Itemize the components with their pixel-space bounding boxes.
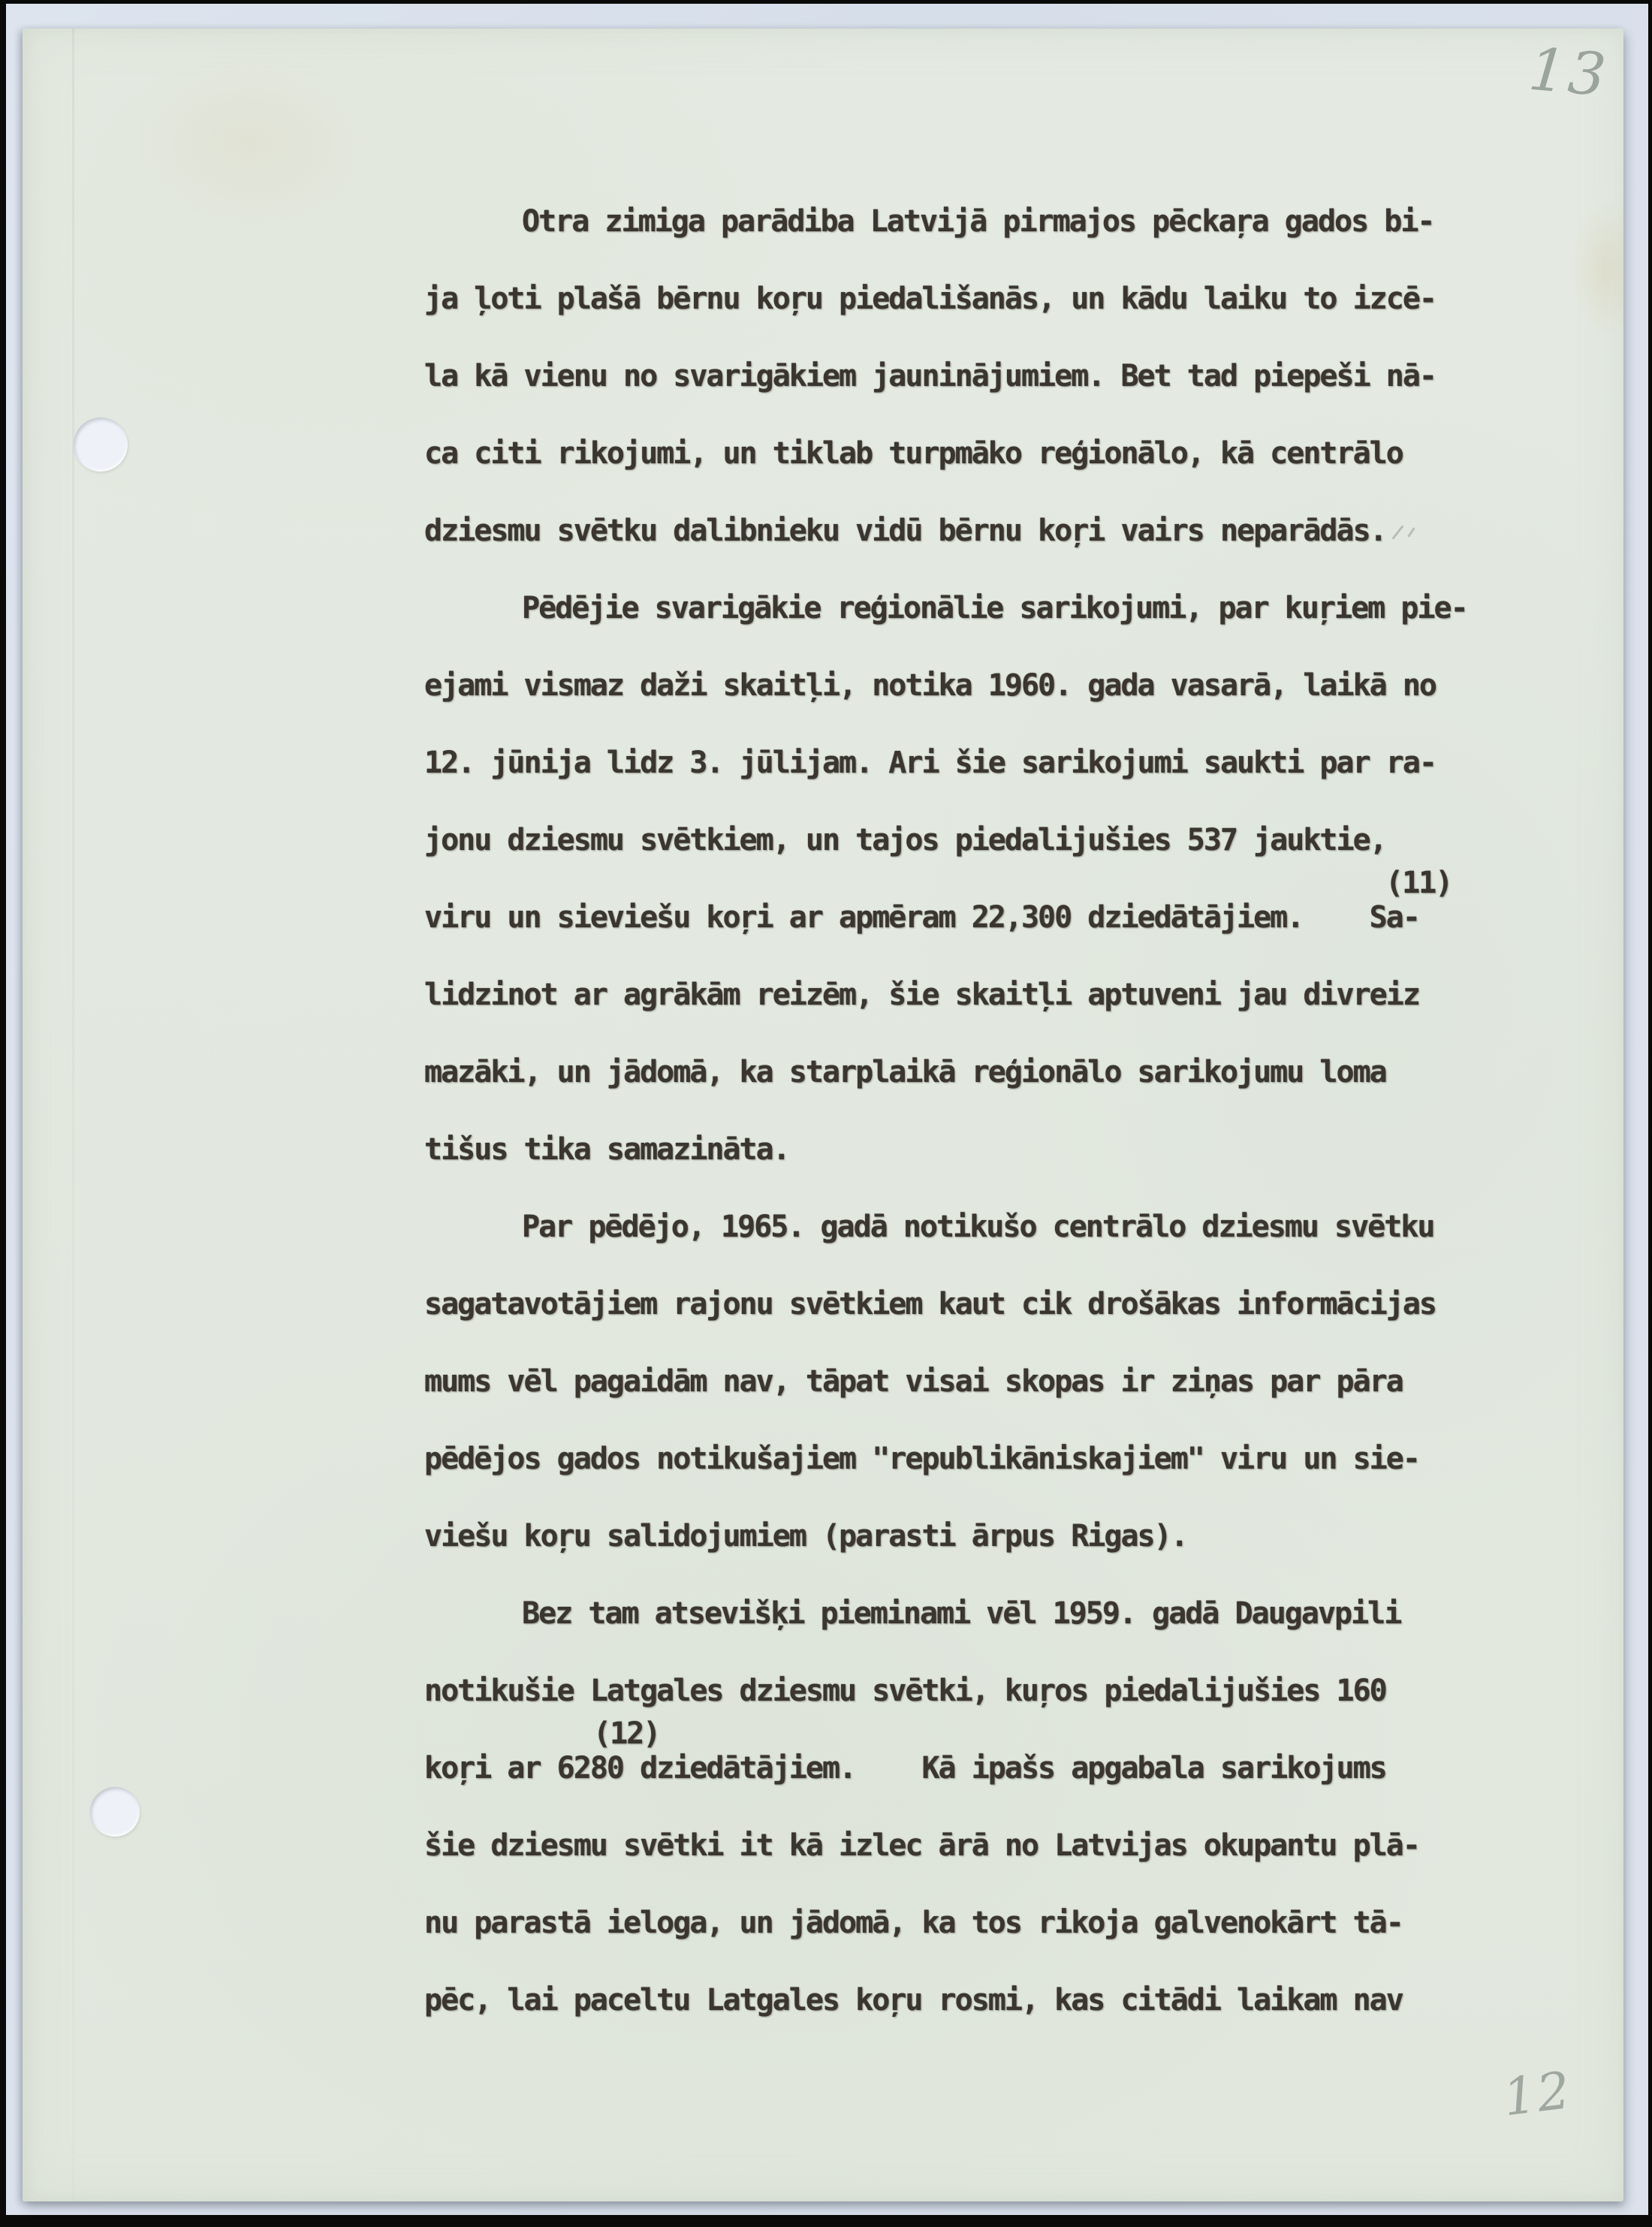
typed-line: mazāki, un jādomā, ka starplaikā reģionālo sarikojumu loma xyxy=(424,1055,1386,1089)
footnote-ref: (12) xyxy=(593,1716,660,1751)
punch-hole-top xyxy=(74,417,128,472)
punch-hole-bottom xyxy=(90,1787,140,1837)
typed-line: 12. jūnija lidz 3. jūlijam. Ari šie sarikojumi saukti par ra- xyxy=(424,746,1436,780)
typed-line: nu parastā ieloga, un jādomā, ka tos rikoja galvenokārt tā- xyxy=(424,1906,1403,1940)
typed-line: Pēdējie svarigākie reģionālie sarikojumi, par kuŗiem pie- xyxy=(522,591,1467,625)
typed-line: mums vēl pagaidām nav, tāpat visai skopas ir ziņas par pāra xyxy=(424,1364,1403,1399)
typed-line: viru un sieviešu koŗi ar apmēram 22,300 dziedātājiem. Sa- xyxy=(424,900,1419,935)
typed-line: Par pēdējo, 1965. gadā notikušo centrālo dziesmu svētku xyxy=(522,1210,1434,1244)
typed-line: Otra zimiga parādiba Latvijā pirmajos pēckaŗa gados bi- xyxy=(522,204,1434,239)
typed-line: šie dziesmu svētki it kā izlec ārā no Latvijas okupantu plā- xyxy=(424,1828,1419,1863)
handwritten-page-number-bottom: 12 xyxy=(1500,2060,1575,2129)
typed-line: pēc, lai paceltu Latgales koŗu rosmi, kas citādi laikam nav xyxy=(424,1983,1403,2018)
typed-line: lidzinot ar agrākām reizēm, šie skaitļi aptuveni jau divreiz xyxy=(424,978,1419,1012)
footnote-ref: (11) xyxy=(1385,865,1452,900)
typed-line: viešu koŗu salidojumiem (parasti ārpus Rigas). xyxy=(424,1519,1187,1553)
typed-line: ejami vismaz daži skaitļi, notika 1960. gada vasarā, laikā no xyxy=(424,668,1436,703)
typed-line: la kā vienu no svarigākiem jauninājumiem. Bet tad piepeši nā- xyxy=(424,359,1436,393)
paper-crease xyxy=(72,29,74,2201)
typed-line: sagatavotājiem rajonu svētkiem kaut cik drošākas informācijas xyxy=(424,1287,1436,1321)
typed-line: Bez tam atsevišķi pieminami vēl 1959. gadā Daugavpili xyxy=(522,1596,1401,1631)
handwritten-page-number-top: 13 xyxy=(1526,35,1611,110)
typed-line: ca citi rikojumi, un tiklab turpmāko reģionālo, kā centrālo xyxy=(424,436,1403,471)
typed-line: pēdējos gados notikušajiem "republikāniskajiem" viru un sie- xyxy=(424,1442,1419,1476)
typed-page xyxy=(23,29,1623,2201)
typed-line: notikušie Latgales dziesmu svētki, kuŗos piedalijušies 160 xyxy=(424,1674,1386,1708)
typed-line: ja ļoti plašā bērnu koŗu piedališanās, un kādu laiku to izcē- xyxy=(424,282,1436,316)
pencil-smudge xyxy=(1380,518,1425,548)
typed-line: jonu dziesmu svētkiem, un tajos piedalijušies 537 jauktie, xyxy=(424,823,1386,857)
typed-line: dziesmu svētku dalibnieku vidū bērnu koŗi vairs neparādās. xyxy=(424,514,1386,548)
typed-line: koŗi ar 6280 dziedātājiem. Kā ipašs apgabala sarikojums xyxy=(424,1751,1386,1786)
typed-line: tišus tika samazināta. xyxy=(424,1132,789,1167)
